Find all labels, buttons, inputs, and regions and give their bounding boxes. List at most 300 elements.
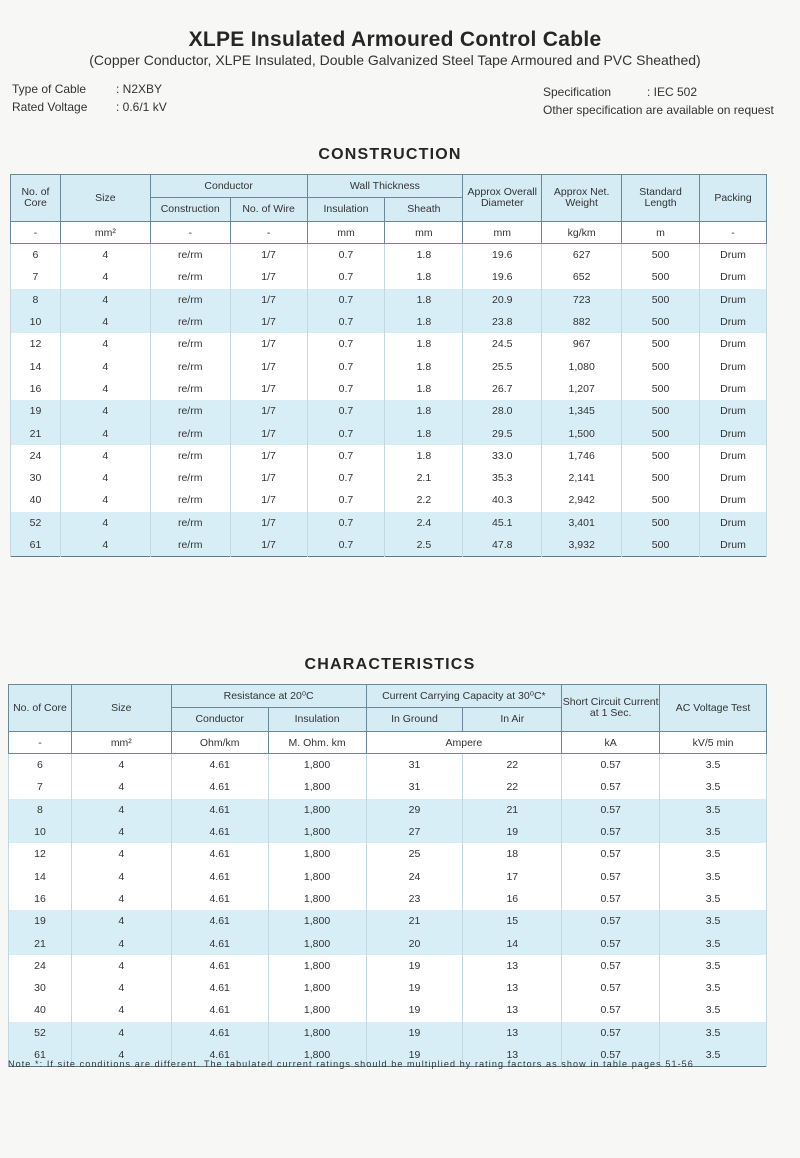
table-cell: 500 [622, 355, 700, 377]
header-current-capacity: Current Carrying Capacity at 30⁰C* [366, 685, 562, 708]
table-cell: 3.5 [660, 1044, 767, 1067]
table-cell: 1/7 [230, 333, 307, 355]
table-cell: 3.5 [660, 999, 767, 1021]
table-cell: 15 [463, 910, 562, 932]
table-row [11, 244, 767, 267]
table-cell: 1/7 [230, 355, 307, 377]
unit-cell: Ampere [366, 732, 562, 754]
header-net-weight: Approx Net. Weight [542, 175, 622, 222]
table-cell: 4 [60, 244, 150, 267]
table-cell: 967 [542, 333, 622, 355]
table-row [9, 955, 767, 977]
table-cell: 1,207 [542, 378, 622, 400]
table-cell: 45.1 [463, 512, 542, 534]
table-cell: 22 [463, 754, 562, 777]
header-construction: Construction [150, 198, 230, 222]
table-row [11, 445, 767, 467]
table-cell: 1/7 [230, 422, 307, 444]
table-cell: 0.7 [307, 244, 385, 267]
table-cell: 4 [71, 865, 171, 887]
table-cell: 3,401 [542, 512, 622, 534]
unit-cell: m [622, 222, 700, 244]
table-cell: 0.57 [562, 910, 660, 932]
table-cell: 24.5 [463, 333, 542, 355]
table-row [9, 999, 767, 1021]
table-cell: 1,800 [268, 888, 366, 910]
table-cell: 4.61 [171, 910, 268, 932]
table-cell: 1.8 [385, 445, 463, 467]
table-cell: 47.8 [463, 534, 542, 557]
table-cell: 30 [11, 467, 61, 489]
table-row [11, 512, 767, 534]
table-cell: 723 [542, 289, 622, 311]
table-cell: Drum [700, 311, 767, 333]
table-row [9, 821, 767, 843]
spec-label: Rated Voltage [12, 100, 88, 114]
table-row [9, 776, 767, 798]
table-cell: 0.7 [307, 512, 385, 534]
table-cell: 4 [71, 821, 171, 843]
table-row [9, 754, 767, 777]
table-cell: 1/7 [230, 266, 307, 288]
table-cell: Drum [700, 266, 767, 288]
table-cell: 4 [60, 512, 150, 534]
table-cell: 19 [366, 977, 463, 999]
table-cell: 1/7 [230, 378, 307, 400]
table-row [11, 289, 767, 311]
table-cell: 3.5 [660, 799, 767, 821]
table-cell: 25 [366, 843, 463, 865]
header-no-of-core: No. of Core [9, 685, 72, 732]
table-cell: re/rm [150, 467, 230, 489]
unit-cell: mm [307, 222, 385, 244]
table-cell: 500 [622, 400, 700, 422]
table-cell: 23.8 [463, 311, 542, 333]
table-cell: 8 [11, 289, 61, 311]
table-cell: 52 [11, 512, 61, 534]
table-cell: re/rm [150, 400, 230, 422]
table-cell: 4.61 [171, 999, 268, 1021]
table-cell: 3.5 [660, 776, 767, 798]
table-cell: 4 [60, 489, 150, 511]
spec-label: Type of Cable [12, 82, 87, 96]
table-cell: 3.5 [660, 843, 767, 865]
table-cell: 23 [366, 888, 463, 910]
table-cell: 1.8 [385, 333, 463, 355]
table-cell: 4 [71, 977, 171, 999]
table-cell: re/rm [150, 422, 230, 444]
table-cell: 16 [463, 888, 562, 910]
header-overall-diameter: Approx Overall Diameter [463, 175, 542, 222]
table-cell: 4.61 [171, 821, 268, 843]
document-title: XLPE Insulated Armoured Control Cable [188, 28, 602, 51]
table-cell: 500 [622, 512, 700, 534]
table-cell: 3.5 [660, 865, 767, 887]
table-cell: 2.5 [385, 534, 463, 557]
table-cell: 1,080 [542, 355, 622, 377]
table-row [9, 888, 767, 910]
header-conductor: Conductor [171, 708, 268, 732]
table-cell: 16 [9, 888, 72, 910]
table-cell: 6 [11, 244, 61, 267]
table-cell: 1,800 [268, 1044, 366, 1067]
construction-heading: CONSTRUCTION [318, 146, 462, 163]
table-cell: 12 [9, 843, 72, 865]
table-cell: 4.61 [171, 955, 268, 977]
characteristics-table [8, 684, 767, 1067]
table-cell: 4 [60, 445, 150, 467]
unit-cell: Ohm/km [171, 732, 268, 754]
table-cell: 21 [9, 932, 72, 954]
table-cell: 19.6 [463, 244, 542, 267]
unit-cell: M. Ohm. km [268, 732, 366, 754]
table-cell: 4 [71, 888, 171, 910]
table-cell: 1/7 [230, 400, 307, 422]
table-cell: Drum [700, 244, 767, 267]
table-cell: 4 [71, 955, 171, 977]
table-cell: 1.8 [385, 289, 463, 311]
header-size: Size [71, 685, 171, 732]
spec-type-of-cable [12, 80, 167, 98]
table-cell: 20.9 [463, 289, 542, 311]
table-cell: Drum [700, 355, 767, 377]
header-in-ground: In Ground [366, 708, 463, 732]
table-cell: 1,800 [268, 843, 366, 865]
table-cell: 0.57 [562, 799, 660, 821]
table-cell: 19 [366, 955, 463, 977]
spec-rated-voltage [12, 98, 167, 116]
table-cell: 652 [542, 266, 622, 288]
unit-cell: - [9, 732, 72, 754]
table-cell: 2,141 [542, 467, 622, 489]
table-cell: 31 [366, 754, 463, 777]
table-cell: 4 [71, 754, 171, 777]
table-cell: 4 [60, 333, 150, 355]
table-cell: 0.7 [307, 355, 385, 377]
table-cell: 13 [463, 977, 562, 999]
table-cell: re/rm [150, 266, 230, 288]
unit-cell: - [700, 222, 767, 244]
header-conductor: Conductor [150, 175, 307, 198]
table-cell: 12 [11, 333, 61, 355]
table-cell: 30 [9, 977, 72, 999]
header-size: Size [60, 175, 150, 222]
table-row [9, 799, 767, 821]
unit-cell: - [150, 222, 230, 244]
construction-table [10, 174, 767, 557]
unit-cell: mm² [71, 732, 171, 754]
table-cell: 13 [463, 1044, 562, 1067]
table-cell: 500 [622, 422, 700, 444]
table-cell: 4.61 [171, 977, 268, 999]
table-cell: 61 [9, 1044, 72, 1067]
table-cell: 1,800 [268, 821, 366, 843]
table-cell: 500 [622, 534, 700, 557]
table-cell: 1.8 [385, 244, 463, 267]
header-insulation: Insulation [268, 708, 366, 732]
table-cell: 4 [60, 534, 150, 557]
table-cell: 4 [71, 1022, 171, 1044]
unit-cell: kg/km [542, 222, 622, 244]
table-cell: re/rm [150, 333, 230, 355]
table-cell: 1.8 [385, 355, 463, 377]
table-cell: 19 [11, 400, 61, 422]
table-cell: 3.5 [660, 955, 767, 977]
table-row [11, 422, 767, 444]
header-no-of-core: No. of Core [11, 175, 61, 222]
unit-cell: - [11, 222, 61, 244]
table-row [9, 1022, 767, 1044]
units-row [11, 222, 767, 244]
table-cell: 24 [366, 865, 463, 887]
table-cell: 0.57 [562, 821, 660, 843]
table-cell: 7 [11, 266, 61, 288]
table-cell: 3.5 [660, 888, 767, 910]
table-cell: 19 [366, 999, 463, 1021]
table-cell: 0.7 [307, 400, 385, 422]
table-cell: Drum [700, 512, 767, 534]
table-cell: 4 [60, 266, 150, 288]
table-cell: 4.61 [171, 843, 268, 865]
table-cell: 14 [463, 932, 562, 954]
table-cell: 52 [9, 1022, 72, 1044]
table-cell: 1/7 [230, 489, 307, 511]
table-cell: 17 [463, 865, 562, 887]
header-resistance: Resistance at 20⁰C [171, 685, 366, 708]
table-cell: 500 [622, 333, 700, 355]
table-cell: Drum [700, 378, 767, 400]
table-cell: re/rm [150, 378, 230, 400]
table-cell: 31 [366, 776, 463, 798]
table-cell: 1,800 [268, 955, 366, 977]
table-cell: re/rm [150, 445, 230, 467]
table-cell: 4.61 [171, 865, 268, 887]
table-cell: 33.0 [463, 445, 542, 467]
table-cell: 3.5 [660, 977, 767, 999]
table-cell: Drum [700, 422, 767, 444]
table-row [11, 534, 767, 557]
table-cell: 0.57 [562, 932, 660, 954]
table-cell: 1,746 [542, 445, 622, 467]
table-cell: 1.8 [385, 400, 463, 422]
table-cell: 627 [542, 244, 622, 267]
table-cell: 0.57 [562, 1022, 660, 1044]
table-cell: 1.8 [385, 311, 463, 333]
table-cell: 19 [366, 1022, 463, 1044]
header-wall-thickness: Wall Thickness [307, 175, 463, 198]
table-cell: 13 [463, 1022, 562, 1044]
table-cell: 4 [71, 999, 171, 1021]
table-cell: 61 [11, 534, 61, 557]
table-cell: Drum [700, 489, 767, 511]
table-cell: 882 [542, 311, 622, 333]
table-cell: 4.61 [171, 754, 268, 777]
table-cell: 4.61 [171, 932, 268, 954]
table-row [11, 467, 767, 489]
table-cell: 1/7 [230, 534, 307, 557]
table-cell: 4 [71, 799, 171, 821]
table-cell: 500 [622, 266, 700, 288]
table-cell: 1,800 [268, 999, 366, 1021]
table-row [11, 355, 767, 377]
spec-specification [543, 83, 774, 101]
table-cell: Drum [700, 289, 767, 311]
spec-value: : IEC 502 [647, 85, 698, 99]
table-cell: 1.8 [385, 378, 463, 400]
table-cell: 0.7 [307, 422, 385, 444]
table-cell: 16 [11, 378, 61, 400]
table-cell: 0.57 [562, 977, 660, 999]
table-cell: 4 [60, 467, 150, 489]
table-cell: 3.5 [660, 932, 767, 954]
table-cell: 3.5 [660, 1022, 767, 1044]
spec-value: : N2XBY [116, 82, 163, 96]
table-cell: 1,800 [268, 865, 366, 887]
table-cell: 2.4 [385, 512, 463, 534]
header-sheath: Sheath [385, 198, 463, 222]
table-cell: 2.1 [385, 467, 463, 489]
table-cell: Drum [700, 534, 767, 557]
table-cell: 500 [622, 244, 700, 267]
table-cell: 1,800 [268, 1022, 366, 1044]
table-cell: Drum [700, 400, 767, 422]
table-cell: 2.2 [385, 489, 463, 511]
footnote: Note *: If site conditions are different. The tabulated current ratings should be multiplied by rating factors as show in table pages 51-56 [8, 1059, 694, 1069]
table-cell: 1/7 [230, 244, 307, 267]
table-cell: 21 [11, 422, 61, 444]
table-cell: 500 [622, 467, 700, 489]
table-cell: 0.7 [307, 266, 385, 288]
header-in-air: In Air [463, 708, 562, 732]
table-cell: 1.8 [385, 422, 463, 444]
table-row [11, 400, 767, 422]
table-cell: 0.57 [562, 776, 660, 798]
table-cell: 0.57 [562, 1044, 660, 1067]
table-row [11, 311, 767, 333]
table-cell: 4 [71, 776, 171, 798]
table-cell: 0.57 [562, 843, 660, 865]
table-cell: re/rm [150, 244, 230, 267]
table-row [11, 266, 767, 288]
table-cell: 0.7 [307, 289, 385, 311]
table-row [11, 333, 767, 355]
table-cell: 21 [366, 910, 463, 932]
table-cell: 19 [366, 1044, 463, 1067]
table-cell: 18 [463, 843, 562, 865]
table-cell: 20 [366, 932, 463, 954]
table-cell: 3.5 [660, 910, 767, 932]
table-cell: 3.5 [660, 821, 767, 843]
table-cell: 0.57 [562, 865, 660, 887]
table-cell: 21 [463, 799, 562, 821]
table-cell: re/rm [150, 355, 230, 377]
table-cell: 1,500 [542, 422, 622, 444]
characteristics-heading: CHARACTERISTICS [304, 656, 476, 673]
table-cell: 0.7 [307, 445, 385, 467]
table-cell: 3,932 [542, 534, 622, 557]
unit-cell: kV/5 min [660, 732, 767, 754]
header-no-of-wire: No. of Wire [230, 198, 307, 222]
table-cell: 2,942 [542, 489, 622, 511]
table-cell: 1,800 [268, 799, 366, 821]
table-cell: 10 [11, 311, 61, 333]
table-cell: 4 [60, 400, 150, 422]
table-cell: Drum [700, 467, 767, 489]
table-cell: 7 [9, 776, 72, 798]
header-standard-length: Standard Length [622, 175, 700, 222]
table-cell: 0.57 [562, 754, 660, 777]
table-cell: 4 [71, 910, 171, 932]
table-cell: 40 [9, 999, 72, 1021]
table-cell: 24 [9, 955, 72, 977]
table-cell: 25.5 [463, 355, 542, 377]
header-insulation: Insulation [307, 198, 385, 222]
table-cell: Drum [700, 445, 767, 467]
table-cell: 0.7 [307, 534, 385, 557]
table-cell: 4 [71, 1044, 171, 1067]
table-cell: 19 [9, 910, 72, 932]
unit-cell: mm [463, 222, 542, 244]
table-cell: 0.57 [562, 955, 660, 977]
table-cell: 40 [11, 489, 61, 511]
table-cell: 4.61 [171, 1044, 268, 1067]
table-cell: re/rm [150, 534, 230, 557]
table-cell: 500 [622, 311, 700, 333]
table-row [9, 865, 767, 887]
table-cell: 8 [9, 799, 72, 821]
table-cell: 29 [366, 799, 463, 821]
header-packing: Packing [700, 175, 767, 222]
table-cell: 4 [60, 289, 150, 311]
specification-block [543, 83, 774, 119]
table-cell: 13 [463, 999, 562, 1021]
table-cell: 4 [60, 355, 150, 377]
table-cell: 0.7 [307, 489, 385, 511]
table-row [11, 489, 767, 511]
table-cell: 1,800 [268, 910, 366, 932]
table-cell: 500 [622, 378, 700, 400]
table-row [9, 932, 767, 954]
table-cell: 1/7 [230, 512, 307, 534]
table-cell: 1/7 [230, 445, 307, 467]
table-cell: 0.57 [562, 888, 660, 910]
table-cell: 19 [463, 821, 562, 843]
header-ac-voltage-test: AC Voltage Test [660, 685, 767, 732]
spec-value: : 0.6/1 kV [116, 100, 167, 114]
table-cell: 4 [60, 311, 150, 333]
table-cell: 22 [463, 776, 562, 798]
table-cell: 10 [9, 821, 72, 843]
table-cell: 1.8 [385, 266, 463, 288]
characteristics-body [9, 732, 767, 1067]
table-cell: 26.7 [463, 378, 542, 400]
cable-specs [12, 80, 167, 116]
table-cell: 24 [11, 445, 61, 467]
unit-cell: kA [562, 732, 660, 754]
table-cell: 1/7 [230, 467, 307, 489]
table-cell: 1,800 [268, 932, 366, 954]
header-short-circuit: Short Circuit Current at 1 Sec. [562, 685, 660, 732]
table-row [9, 910, 767, 932]
table-cell: 28.0 [463, 400, 542, 422]
table-cell: re/rm [150, 512, 230, 534]
table-cell: 4.61 [171, 776, 268, 798]
table-cell: re/rm [150, 489, 230, 511]
construction-body [11, 222, 767, 557]
table-cell: 1,345 [542, 400, 622, 422]
table-cell: 1/7 [230, 311, 307, 333]
spec-label: Specification [543, 85, 612, 99]
